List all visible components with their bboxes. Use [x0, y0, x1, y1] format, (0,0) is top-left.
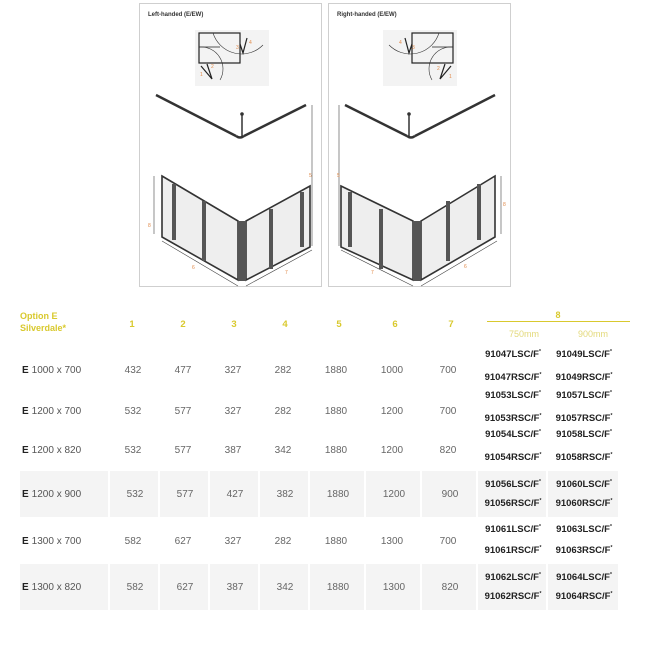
- sub-header-900: 900mm: [577, 329, 608, 339]
- code-900-left: 91057LSC/F*: [556, 390, 612, 402]
- dim-2: 477: [174, 364, 192, 376]
- dim-3: 327: [224, 405, 242, 417]
- code-cell-750: [476, 564, 548, 610]
- dim-7: 700: [439, 405, 457, 417]
- dim-6: 1200: [380, 405, 404, 417]
- code-900-right: 91049RSC/F*: [555, 372, 613, 384]
- dim-6: 1300: [380, 535, 404, 547]
- code-750-right: 91053RSC/F*: [484, 413, 542, 425]
- left-plan-diagram-icon: [195, 30, 269, 86]
- right-plan-view: [383, 30, 457, 86]
- dim-2: 577: [158, 471, 210, 517]
- code-750-right: 91062RSC/F*: [484, 591, 542, 603]
- dim-4: 382: [258, 471, 310, 517]
- code-900-left: 91049LSC/F*: [556, 349, 612, 361]
- table-header: [0, 300, 650, 350]
- dim-7: 820: [420, 564, 478, 610]
- svg-text:5: 5: [309, 173, 312, 179]
- svg-text:8: 8: [148, 223, 151, 229]
- svg-text:7: 7: [285, 270, 288, 276]
- size-cell: E 1200 x 700: [22, 405, 82, 417]
- svg-text:4: 4: [399, 40, 402, 46]
- dim-3: 327: [224, 535, 242, 547]
- dim-2: 627: [158, 564, 210, 610]
- column-header-6: 6: [392, 319, 398, 330]
- dim-6: 1200: [380, 444, 404, 456]
- table-row: [20, 347, 618, 393]
- column-header-7: 7: [448, 319, 454, 330]
- table-row: [20, 564, 618, 610]
- dim-5: 1880: [324, 364, 348, 376]
- size-cell: E 1200 x 820: [22, 444, 82, 456]
- dim-2: 577: [174, 444, 192, 456]
- right-shower-enclosure-illustration: [329, 84, 512, 288]
- dim-2: 627: [174, 535, 192, 547]
- sub-header-750: 750mm: [508, 329, 539, 339]
- column-header-2: 2: [180, 319, 186, 330]
- code-900-right: 91058RSC/F*: [555, 452, 613, 464]
- table-row: [20, 427, 618, 473]
- code-750-left: 91061LSC/F*: [485, 524, 541, 536]
- dim-5: 1880: [308, 471, 366, 517]
- dim-5: 1880: [324, 535, 348, 547]
- dim-6: 1300: [364, 564, 422, 610]
- size-cell: E 1000 x 700: [22, 364, 82, 376]
- column-header-5: 5: [336, 319, 342, 330]
- size-cell: E 1200 x 900: [22, 488, 82, 500]
- dim-1: 432: [124, 364, 142, 376]
- svg-text:1: 1: [449, 74, 452, 80]
- dim-4: 282: [274, 405, 292, 417]
- dim-5: 1880: [324, 444, 348, 456]
- dim-7: 700: [439, 364, 457, 376]
- svg-text:6: 6: [192, 265, 195, 271]
- code-cell-750: [476, 471, 548, 517]
- code-900-left: 91064LSC/F*: [556, 572, 612, 584]
- code-750-right: 91054RSC/F*: [484, 452, 542, 464]
- code-750-right: 91047RSC/F*: [484, 372, 542, 384]
- code-900-left: 91063LSC/F*: [556, 524, 612, 536]
- code-750-left: 91053LSC/F*: [485, 390, 541, 402]
- svg-text:2: 2: [211, 64, 214, 70]
- dim-1: 532: [124, 405, 142, 417]
- column-header-4: 4: [282, 319, 288, 330]
- dim-1: 582: [108, 564, 160, 610]
- dim-1: 532: [108, 471, 160, 517]
- dim-2: 577: [174, 405, 192, 417]
- right-handed-diagram-panel: [328, 3, 511, 287]
- code-900-right: 91063RSC/F*: [555, 545, 613, 557]
- svg-text:3: 3: [412, 45, 415, 51]
- dim-1: 532: [124, 444, 142, 456]
- table-row: [20, 471, 618, 517]
- svg-text:1: 1: [200, 72, 203, 78]
- dim-7: 820: [439, 444, 457, 456]
- dim-6: 1200: [364, 471, 422, 517]
- code-900-right: 91060RSC/F*: [555, 498, 613, 510]
- right-handed-title: Right-handed (E/EW): [337, 12, 397, 18]
- code-cell-900: [546, 564, 620, 610]
- header-divider: [487, 321, 630, 322]
- svg-text:3: 3: [236, 45, 239, 51]
- column-header-1: 1: [129, 319, 135, 330]
- dim-3: 427: [208, 471, 260, 517]
- dim-4: 282: [274, 535, 292, 547]
- left-handed-diagram-panel: [139, 3, 322, 287]
- dim-3: 387: [224, 444, 242, 456]
- dim-4: 342: [258, 564, 310, 610]
- code-750-left: 91047LSC/F*: [485, 349, 541, 361]
- code-750-left: 91054LSC/F*: [485, 429, 541, 441]
- dim-4: 342: [274, 444, 292, 456]
- svg-text:2: 2: [437, 66, 440, 72]
- dim-3: 327: [224, 364, 242, 376]
- dim-6: 1000: [380, 364, 404, 376]
- dim-5: 1880: [324, 405, 348, 417]
- code-750-left: 91062LSC/F*: [485, 572, 541, 584]
- size-cell: E 1300 x 820: [22, 581, 82, 593]
- code-750-right: 91061RSC/F*: [484, 545, 542, 557]
- dim-1: 582: [124, 535, 142, 547]
- code-cell-900: [546, 471, 620, 517]
- code-900-left: 91060LSC/F*: [556, 479, 612, 491]
- code-900-right: 91057RSC/F*: [555, 413, 613, 425]
- code-750-left: 91056LSC/F*: [485, 479, 541, 491]
- dim-5: 1880: [308, 564, 366, 610]
- table-row: [20, 518, 618, 564]
- option-title: Option E Silverdale*: [20, 311, 67, 333]
- left-shower-enclosure-illustration: [140, 84, 323, 288]
- code-900-left: 91058LSC/F*: [556, 429, 612, 441]
- size-cell: E 1300 x 700: [22, 535, 82, 547]
- svg-text:8: 8: [503, 202, 506, 208]
- left-plan-view: [195, 30, 269, 86]
- dim-3: 387: [208, 564, 260, 610]
- code-750-right: 91056RSC/F*: [484, 498, 542, 510]
- dim-7: 900: [420, 471, 478, 517]
- column-header-8: 8: [555, 310, 561, 320]
- svg-text:6: 6: [464, 264, 467, 270]
- svg-text:7: 7: [371, 270, 374, 276]
- column-header-3: 3: [231, 319, 237, 330]
- svg-text:4: 4: [249, 40, 252, 46]
- svg-text:5: 5: [337, 173, 340, 179]
- dim-7: 700: [439, 535, 457, 547]
- code-900-right: 91064RSC/F*: [555, 591, 613, 603]
- left-handed-title: Left-handed (E/EW): [148, 12, 204, 18]
- right-plan-diagram-icon: [383, 30, 457, 86]
- dim-4: 282: [274, 364, 292, 376]
